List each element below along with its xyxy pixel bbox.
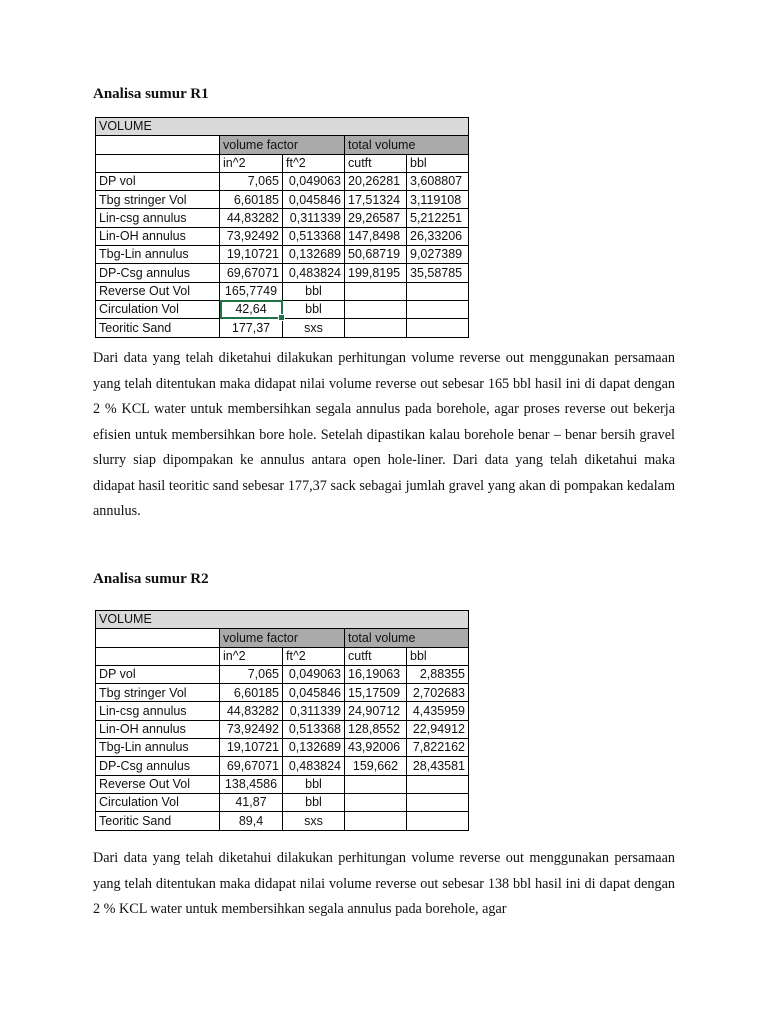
- row-label: Tbg stringer Vol: [96, 684, 220, 702]
- blank-cell: [345, 793, 407, 811]
- blank-cell: [96, 629, 220, 647]
- blank-cell: [407, 319, 469, 337]
- summary-unit: bbl: [283, 300, 345, 318]
- cell-bbl: 5,212251: [407, 209, 469, 227]
- row-label: DP vol: [96, 172, 220, 190]
- unit-cell: in^2: [220, 647, 283, 665]
- row-label: Lin-csg annulus: [96, 209, 220, 227]
- row-label: DP-Csg annulus: [96, 264, 220, 282]
- cell-bbl: 9,027389: [407, 246, 469, 264]
- analysis-paragraph-r1: Dari data yang telah diketahui dilakukan perhitungan volume reverse out menggunakan persamaan yang telah ditentukan maka didapat nilai volume reverse out sebesar 165 bbl hasil ini di dapat dengan 2 % KCL water untuk membersihkan segala annulus pada borehole, agar proses reverse out bekerja efisien untuk membersihkan bore hole. Setelah dipastikan kalau borehole benar – benar bersih gravel slurry siap dipompakan ke annulus antara open hole-liner. Dari data yang telah diketahui maka didapat hasil teoritic sand sebesar 177,37 sack sebagai jumlah gravel yang akan di pompakan kedalam annulus.: [93, 350, 675, 519]
- row-label: DP vol: [96, 665, 220, 683]
- group-total-volume: total volume: [345, 136, 469, 154]
- table-row: [96, 209, 469, 227]
- table-title: VOLUME: [96, 118, 469, 136]
- blank-cell: [345, 812, 407, 830]
- table-row: [96, 757, 469, 775]
- summary-row: [96, 300, 469, 318]
- unit-cell: bbl: [407, 647, 469, 665]
- cell-cutft: 199,8195: [345, 264, 407, 282]
- cell-in2: 73,92492: [220, 227, 283, 245]
- unit-cell: in^2: [220, 154, 283, 172]
- cell-cutft: 128,8552: [345, 720, 407, 738]
- table-row: [96, 739, 469, 757]
- cell-in2: 7,065: [220, 665, 283, 683]
- cell-in2: 73,92492: [220, 720, 283, 738]
- row-label: Lin-csg annulus: [96, 702, 220, 720]
- cell-ft2: 0,311339: [283, 209, 345, 227]
- blank-cell: [407, 812, 469, 830]
- unit-cell: cutft: [345, 647, 407, 665]
- cell-cutft: 43,92006: [345, 739, 407, 757]
- cell-cutft: 159,662: [345, 757, 407, 775]
- summary-label: Circulation Vol: [96, 300, 220, 318]
- cell-cutft: 50,68719: [345, 246, 407, 264]
- table-title-row: [96, 118, 469, 136]
- cell-cutft: 24,90712: [345, 702, 407, 720]
- fill-handle[interactable]: [278, 314, 285, 321]
- summary-row: [96, 319, 469, 337]
- group-volume-factor: volume factor: [220, 629, 345, 647]
- cell-ft2: 0,513368: [283, 720, 345, 738]
- blank-cell: [407, 282, 469, 300]
- row-label: DP-Csg annulus: [96, 757, 220, 775]
- blank-cell: [345, 282, 407, 300]
- group-total-volume: total volume: [345, 629, 469, 647]
- section-heading-r1: Analisa sumur R1: [93, 86, 209, 102]
- cell-in2: 69,67071: [220, 757, 283, 775]
- cell-ft2: 0,483824: [283, 264, 345, 282]
- table-row: [96, 246, 469, 264]
- blank-cell: [345, 775, 407, 793]
- selected-cell[interactable]: [220, 300, 283, 318]
- cell-bbl: 2,702683: [407, 684, 469, 702]
- row-label: Tbg stringer Vol: [96, 191, 220, 209]
- cell-bbl: 7,822162: [407, 739, 469, 757]
- summary-unit: bbl: [283, 282, 345, 300]
- blank-cell: [345, 300, 407, 318]
- summary-row: [96, 775, 469, 793]
- row-label: Tbg-Lin annulus: [96, 739, 220, 757]
- unit-cell: bbl: [407, 154, 469, 172]
- table-row: [96, 191, 469, 209]
- cell-ft2: 0,049063: [283, 665, 345, 683]
- cell-cutft: 17,51324: [345, 191, 407, 209]
- cell-in2: 19,10721: [220, 246, 283, 264]
- group-volume-factor: volume factor: [220, 136, 345, 154]
- row-label: Tbg-Lin annulus: [96, 246, 220, 264]
- table-row: [96, 264, 469, 282]
- summary-label: Circulation Vol: [96, 793, 220, 811]
- summary-label: Teoritic Sand: [96, 812, 220, 830]
- cell-ft2: 0,311339: [283, 702, 345, 720]
- summary-value: 42,64: [235, 302, 267, 317]
- table-title: VOLUME: [96, 611, 469, 629]
- row-label: Lin-OH annulus: [96, 720, 220, 738]
- analysis-paragraph-r2: Dari data yang telah diketahui dilakukan perhitungan volume reverse out menggunakan persamaan yang telah ditentukan maka didapat nilai volume reverse out sebesar 138 bbl hasil ini di dapat dengan 2 % KCL water untuk membersihkan segala annulus pada borehole, agar: [93, 850, 675, 917]
- cell-bbl: 26,33206: [407, 227, 469, 245]
- blank-cell: [96, 154, 220, 172]
- summary-row: [96, 282, 469, 300]
- blank-cell: [407, 775, 469, 793]
- summary-row: [96, 793, 469, 811]
- volume-table-r2: [95, 610, 469, 831]
- cell-ft2: 0,045846: [283, 684, 345, 702]
- table-group-row: [96, 629, 469, 647]
- units-row: [96, 647, 469, 665]
- cell-bbl: 2,88355: [407, 665, 469, 683]
- unit-cell: ft^2: [283, 647, 345, 665]
- cell-bbl: 3,119108: [407, 191, 469, 209]
- summary-value: 89,4: [220, 812, 283, 830]
- volume-table-r1: [95, 117, 469, 338]
- blank-cell: [96, 647, 220, 665]
- summary-value: 41,87: [220, 793, 283, 811]
- cell-ft2: 0,132689: [283, 246, 345, 264]
- cell-in2: 69,67071: [220, 264, 283, 282]
- table-row: [96, 172, 469, 190]
- summary-value: 138,4586: [220, 775, 283, 793]
- cell-bbl: 3,608807: [407, 172, 469, 190]
- cell-bbl: 22,94912: [407, 720, 469, 738]
- cell-bbl: 4,435959: [407, 702, 469, 720]
- table-row: [96, 684, 469, 702]
- summary-unit: sxs: [283, 319, 345, 337]
- unit-cell: cutft: [345, 154, 407, 172]
- cell-in2: 19,10721: [220, 739, 283, 757]
- cell-ft2: 0,045846: [283, 191, 345, 209]
- cell-bbl: 28,43581: [407, 757, 469, 775]
- table-title-row: [96, 611, 469, 629]
- section-heading-r2: Analisa sumur R2: [93, 571, 209, 587]
- cell-ft2: 0,513368: [283, 227, 345, 245]
- cell-ft2: 0,049063: [283, 172, 345, 190]
- cell-cutft: 29,26587: [345, 209, 407, 227]
- table-row: [96, 702, 469, 720]
- summary-label: Reverse Out Vol: [96, 775, 220, 793]
- blank-cell: [345, 319, 407, 337]
- summary-label: Teoritic Sand: [96, 319, 220, 337]
- table-row: [96, 227, 469, 245]
- blank-cell: [407, 793, 469, 811]
- cell-in2: 6,60185: [220, 191, 283, 209]
- table-group-row: [96, 136, 469, 154]
- units-row: [96, 154, 469, 172]
- summary-label: Reverse Out Vol: [96, 282, 220, 300]
- cell-ft2: 0,483824: [283, 757, 345, 775]
- summary-unit: bbl: [283, 793, 345, 811]
- cell-in2: 6,60185: [220, 684, 283, 702]
- cell-bbl: 35,58785: [407, 264, 469, 282]
- blank-cell: [407, 300, 469, 318]
- summary-row: [96, 812, 469, 830]
- blank-cell: [96, 136, 220, 154]
- cell-cutft: 20,26281: [345, 172, 407, 190]
- summary-unit: bbl: [283, 775, 345, 793]
- cell-cutft: 147,8498: [345, 227, 407, 245]
- cell-cutft: 15,17509: [345, 684, 407, 702]
- row-label: Lin-OH annulus: [96, 227, 220, 245]
- summary-value: 165,7749: [220, 282, 283, 300]
- cell-in2: 44,83282: [220, 209, 283, 227]
- cell-ft2: 0,132689: [283, 739, 345, 757]
- table-row: [96, 720, 469, 738]
- summary-value: 177,37: [220, 319, 283, 337]
- cell-cutft: 16,19063: [345, 665, 407, 683]
- unit-cell: ft^2: [283, 154, 345, 172]
- cell-in2: 7,065: [220, 172, 283, 190]
- summary-unit: sxs: [283, 812, 345, 830]
- cell-in2: 44,83282: [220, 702, 283, 720]
- table-row: [96, 665, 469, 683]
